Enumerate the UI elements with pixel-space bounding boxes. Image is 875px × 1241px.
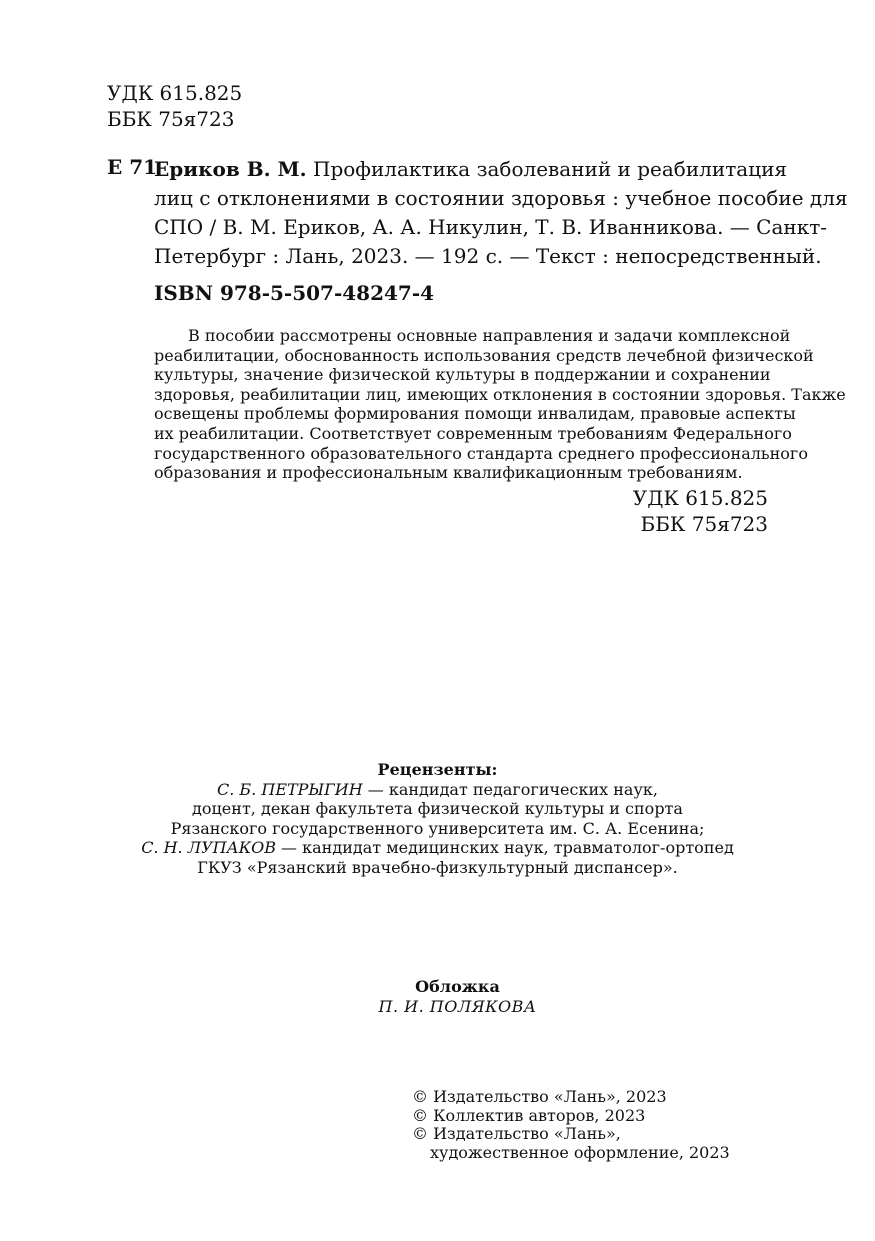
bbk-code: ББК 75я723 <box>640 512 768 536</box>
reviewers-label: Рецензенты: <box>377 760 498 779</box>
annotation-line: культуры, значение физической культуры в поддержании и сохранении <box>154 365 771 385</box>
annotation-line: реабилитации, обоснованность использования средств лечебной физической <box>154 345 814 365</box>
annotation <box>154 326 846 483</box>
biblio-line-3: СПО / В. М. Ериков, А. А. Никулин, Т. В. Иванникова. — Санкт- <box>154 215 828 239</box>
biblio-line-2: лиц с отклонениями в состоянии здоровья : учебное пособие для <box>154 186 848 210</box>
reviewers-block <box>0 760 875 877</box>
reviewer-2-name: С. Н. ЛУПАКОВ <box>141 838 276 857</box>
author-name: Ериков В. М. <box>154 157 307 181</box>
classification-bottom <box>633 485 768 537</box>
author-sign: Е 71 <box>107 155 158 179</box>
annotation-line: их реабилитации. Соответствует современным требованиям Федерального <box>154 423 792 443</box>
reviewer-1-line-3: Рязанского государственного университета им. С. А. Есенина; <box>170 818 705 838</box>
reviewer-2-desc: — кандидат медицинских наук, травматолог-ортопед <box>275 838 734 857</box>
reviewer-1-name: С. Б. ПЕТРЫГИН <box>217 779 363 799</box>
annotation-line: образования и профессиональным квалификационным требованиям. <box>154 463 743 483</box>
reviewer-2-line-2: ГКУЗ «Рязанский врачебно-физкультурный диспансер». <box>197 857 678 877</box>
reviewer-1-desc: — кандидат педагогических наук, <box>362 779 658 799</box>
copyright-line: © Коллектив авторов, 2023 <box>412 1105 646 1125</box>
annotation-line: государственного образовательного стандарта среднего профессионального <box>154 443 808 463</box>
reviewer-1-line-2: доцент, декан факультета физической культуры и спорта <box>192 799 683 818</box>
biblio-line-1: Профилактика заболеваний и реабилитация <box>313 157 788 181</box>
annotation-line: В пособии рассмотрены основные направления и задачи комплексной <box>188 326 791 345</box>
cover-label: Обложка <box>415 977 500 996</box>
copyright-line: © Издательство «Лань», 2023 <box>412 1087 667 1106</box>
cover-designer: П. И. ПОЛЯКОВА <box>378 997 537 1016</box>
copyright-block <box>412 1088 730 1162</box>
classification-top <box>107 80 242 132</box>
bbk-code: ББК 75я723 <box>107 107 235 131</box>
bibliographic-record <box>154 155 848 271</box>
copyright-line: © Издательство «Лань», <box>412 1124 621 1143</box>
annotation-line: освещены проблемы формирования помощи инвалидам, правовые аспекты <box>154 404 796 424</box>
isbn: ISBN 978-5-507-48247-4 <box>154 281 435 305</box>
biblio-line-4: Петербург : Лань, 2023. — 192 с. — Текст : непосредственный. <box>154 244 822 268</box>
udk-code: УДК 615.825 <box>107 81 243 105</box>
annotation-line: здоровья, реабилитации лиц, имеющих отклонения в состоянии здоровья. Также <box>154 384 846 404</box>
copyright-line: художественное оформление, 2023 <box>430 1142 730 1162</box>
udk-code: УДК 615.825 <box>632 486 768 510</box>
cover-credit <box>0 977 875 1017</box>
